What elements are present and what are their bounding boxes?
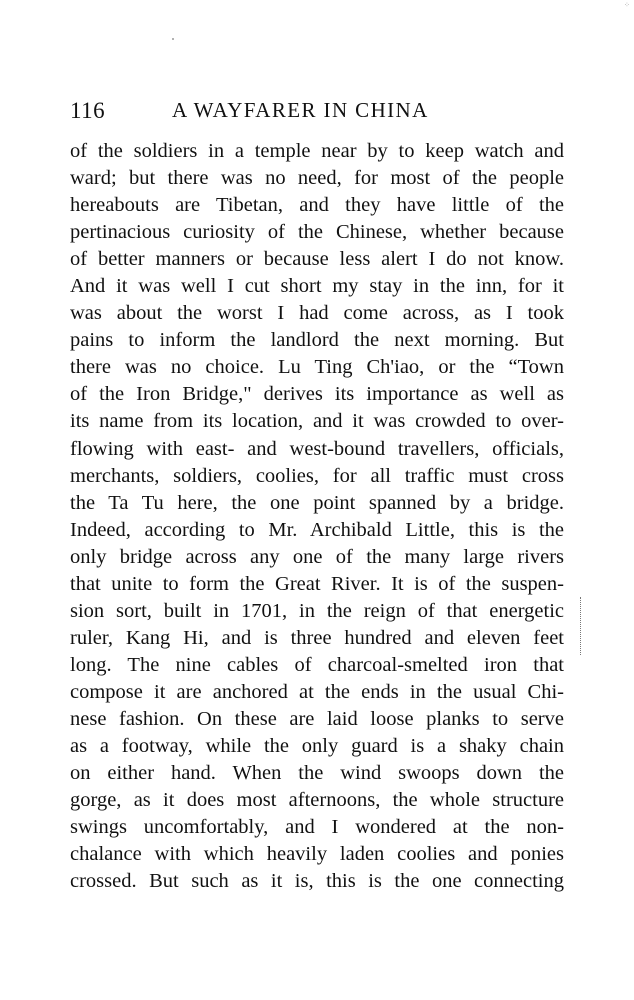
text-line: swings uncomfortably, and I wondered at the non- bbox=[70, 816, 564, 839]
text-line: sion sort, built in 1701, in the reign of that energetic bbox=[70, 599, 564, 622]
text-line: its name from its location, and it was crowded to over- bbox=[70, 410, 564, 433]
paper-speck bbox=[172, 38, 174, 40]
text-line: long. The nine cables of charcoal-smelted iron that bbox=[70, 653, 564, 676]
text-line: pertinacious curiosity of the Chinese, whether because bbox=[70, 221, 564, 244]
text-line: crossed. But such as it is, this is the one connecting bbox=[70, 870, 564, 893]
page-header bbox=[70, 98, 564, 128]
text-line: there was no choice. Lu Ting Ch'iao, or the “Town bbox=[70, 356, 564, 379]
text-line: on either hand. When the wind swoops down the bbox=[70, 762, 564, 785]
text-line: nese fashion. On these are laid loose planks to serve bbox=[70, 707, 564, 730]
text-line: as a footway, while the only guard is a shaky chain bbox=[70, 735, 564, 758]
text-line: compose it are anchored at the ends in the usual Chi- bbox=[70, 680, 564, 703]
text-line: ward; but there was no need, for most of the people bbox=[70, 167, 564, 190]
body-text bbox=[70, 138, 564, 895]
text-line: the Ta Tu here, the one point spanned by a bridge. bbox=[70, 491, 564, 514]
text-line: merchants, soldiers, coolies, for all traffic must cross bbox=[70, 464, 564, 487]
page-number: 116 bbox=[70, 98, 106, 123]
running-title: A WAYFARER IN CHINA bbox=[172, 98, 429, 122]
text-line: that unite to form the Great River. It is of the suspen- bbox=[70, 572, 564, 595]
text-line: hereabouts are Tibetan, and they have little of the bbox=[70, 194, 564, 217]
text-line: gorge, as it does most afternoons, the whole structure bbox=[70, 789, 564, 812]
text-line: was about the worst I had come across, as I took bbox=[70, 302, 564, 325]
text-line: Indeed, according to Mr. Archibald Little, this is the bbox=[70, 518, 564, 541]
corner-scan-mark: ⁘ bbox=[624, 1, 630, 9]
margin-scan-mark bbox=[580, 597, 582, 655]
text-line: pains to inform the landlord the next morning. But bbox=[70, 329, 564, 352]
text-line: of better manners or because less alert I do not know. bbox=[70, 248, 564, 271]
text-line: And it was well I cut short my stay in the inn, for it bbox=[70, 275, 564, 298]
text-line: of the Iron Bridge," derives its importance as well as bbox=[70, 383, 564, 406]
text-line: of the soldiers in a temple near by to keep watch and bbox=[70, 140, 564, 162]
text-line: only bridge across any one of the many large rivers bbox=[70, 545, 564, 568]
text-line: chalance with which heavily laden coolies and ponies bbox=[70, 843, 564, 866]
text-line: flowing with east- and west-bound travellers, officials, bbox=[70, 437, 564, 460]
text-line: ruler, Kang Hi, and is three hundred and eleven feet bbox=[70, 626, 564, 649]
